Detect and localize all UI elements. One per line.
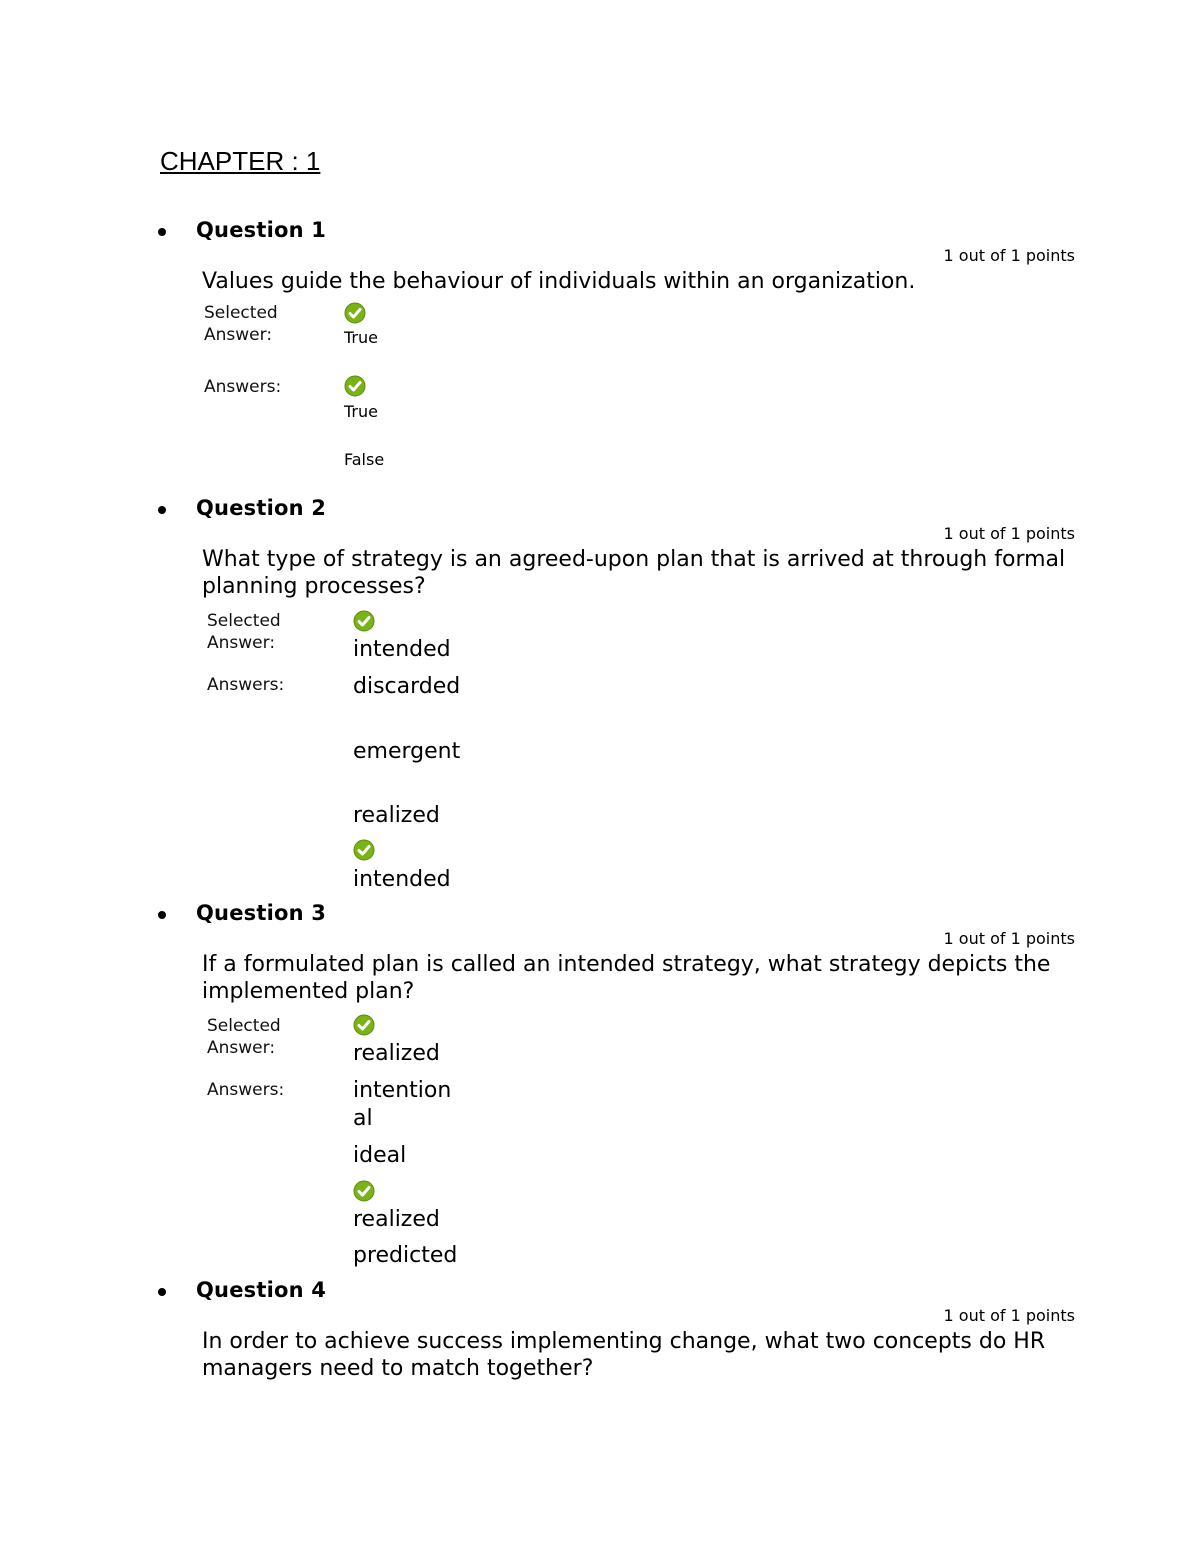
question-2-points: 1 out of 1 points (943, 524, 1075, 543)
answer-option: discarded (353, 674, 461, 699)
selected-answer: True (344, 328, 378, 347)
question-3-points: 1 out of 1 points (943, 929, 1075, 948)
selected-answer-label: Selected Answer: (204, 303, 278, 345)
question-1-points: 1 out of 1 points (943, 246, 1075, 265)
check-circle-icon (353, 1014, 375, 1036)
question-4-text: In order to achieve success implementing change, what two concepts do HR managers need to match together? (202, 1329, 1046, 1381)
answer-option: ideal (353, 1143, 407, 1168)
selected-answer-label: Selected Answer: (207, 1016, 281, 1058)
question-2-text: What type of strategy is an agreed-upon plan that is arrived at through formal planning processes? (202, 547, 1066, 599)
selected-answer-label: Selected Answer: (207, 611, 281, 653)
question-3-title: Question 3 (196, 901, 327, 925)
selected-answer: intended (353, 637, 451, 662)
check-circle-icon (344, 375, 366, 397)
answer-option: emergent (353, 739, 461, 764)
answer-option: realized (353, 803, 440, 828)
bullet (158, 506, 166, 514)
selected-answer: realized (353, 1041, 440, 1066)
check-circle-icon (344, 302, 366, 324)
answers-label: Answers: (207, 675, 285, 695)
question-1-text: Values guide the behaviour of individuals within an organization. (202, 269, 916, 294)
bullet (158, 228, 166, 236)
bullet (158, 911, 166, 919)
question-4-points: 1 out of 1 points (943, 1306, 1075, 1325)
answer-option: False (344, 450, 385, 469)
question-2-title: Question 2 (196, 496, 327, 520)
answer-option: predicted (353, 1243, 458, 1268)
check-circle-icon (353, 839, 375, 861)
answers-label: Answers: (207, 1080, 285, 1100)
chapter-title: CHAPTER : 1 (160, 146, 321, 176)
bullet (158, 1288, 166, 1296)
answer-option: realized (353, 1207, 440, 1232)
question-1-title: Question 1 (196, 218, 327, 242)
question-4-title: Question 4 (196, 1278, 327, 1302)
answer-option: intentional (353, 1078, 452, 1131)
question-3-text: If a formulated plan is called an intended strategy, what strategy depicts the implemented plan? (202, 952, 1051, 1004)
check-circle-icon (353, 610, 375, 632)
check-circle-icon (353, 1180, 375, 1202)
answer-option: intended (353, 867, 451, 892)
answers-label: Answers: (204, 377, 282, 397)
answer-option: True (344, 402, 378, 421)
